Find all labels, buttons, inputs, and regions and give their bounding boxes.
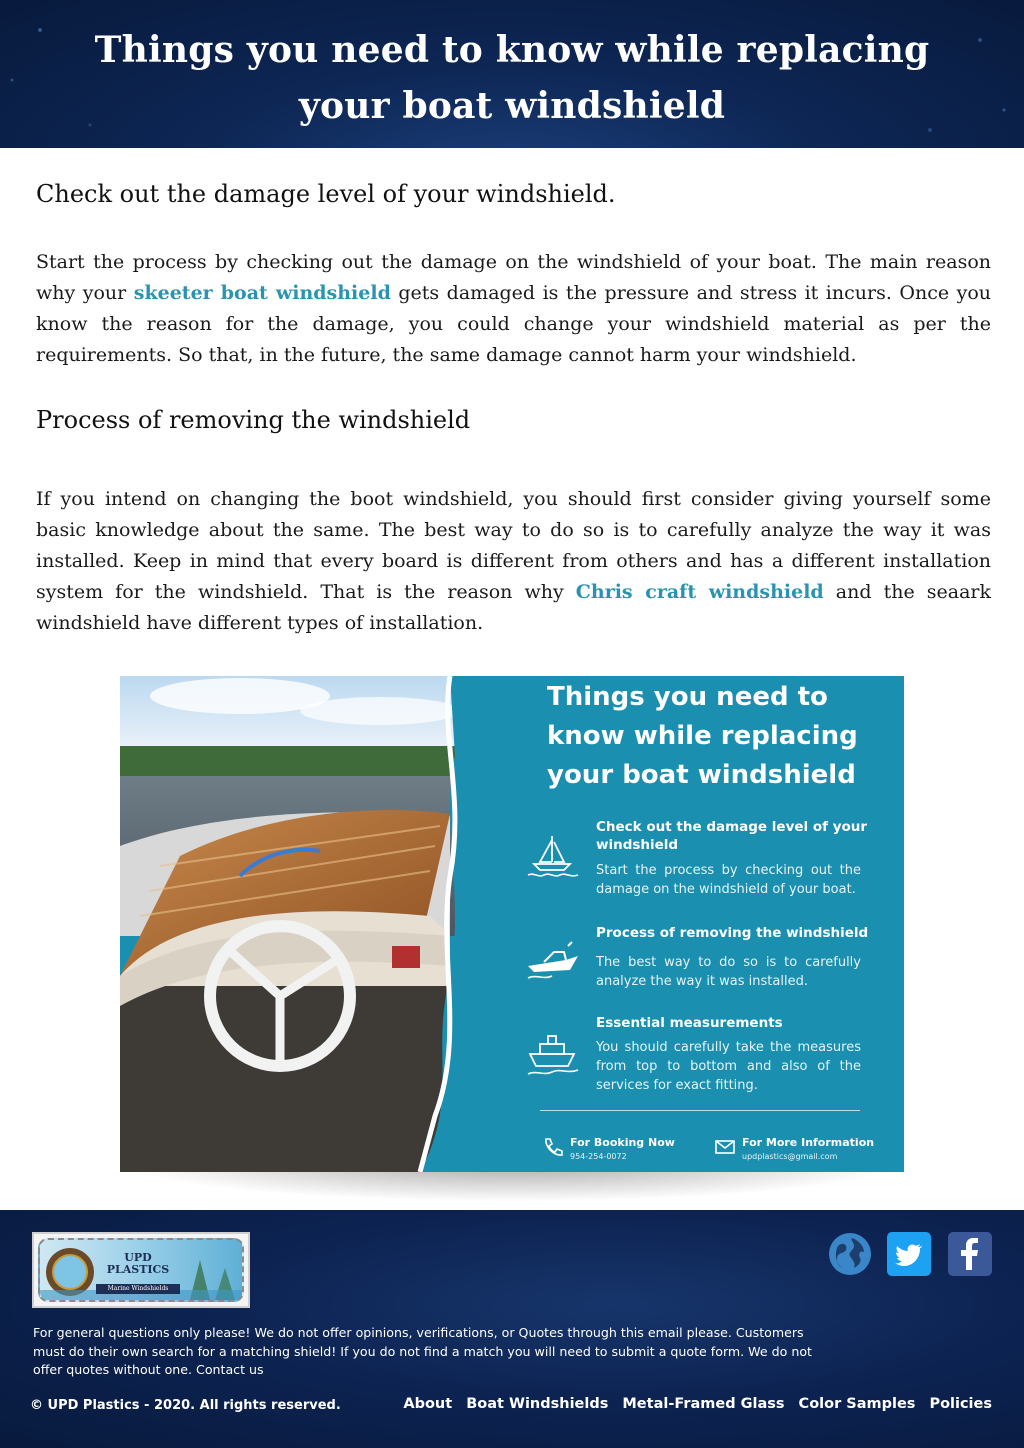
- infographic-item-text: You should carefully take the measures from top to bottom and also of the services for exact fitting.: [596, 1040, 861, 1093]
- sailboat-icon: [524, 832, 582, 878]
- logo-text: UPD PLASTICS: [106, 1251, 170, 1276]
- page-title-line-1: Things you need to know while replacing: [94, 29, 930, 71]
- twitter-icon[interactable]: [887, 1232, 931, 1276]
- infographic-item-title: Process of removing the windshield: [596, 925, 869, 941]
- paragraph-text: Start the process by checking out the damage on the windshield of your boat. The main reason why your: [36, 251, 991, 304]
- footer-nav: [403, 1396, 992, 1412]
- infographic-item-title: Check out the damage level of your windshield: [596, 819, 868, 853]
- section-heading-removing: Process of removing the windshield: [36, 406, 471, 434]
- boat-deck-photo: [120, 676, 500, 1172]
- speedboat-icon: [524, 936, 582, 982]
- footer-link-color-samples[interactable]: Color Samples: [798, 1396, 916, 1412]
- logo-subtitle: Marine Windshields: [96, 1284, 180, 1294]
- globe-icon[interactable]: [828, 1232, 872, 1276]
- booking-label: For Booking Now: [570, 1136, 675, 1149]
- page-header: [0, 0, 1024, 148]
- paragraph-text: and the seaark windshield have different types of installation.: [36, 581, 991, 634]
- booking-phone: 954-254-0072: [570, 1152, 627, 1161]
- ship-icon: [524, 1032, 582, 1078]
- copyright: © UPD Plastics - 2020. All rights reserved.: [30, 1398, 341, 1413]
- chris-craft-windshield-link[interactable]: Chris craft windshield: [575, 581, 824, 603]
- footer-link-policies[interactable]: Policies: [929, 1396, 992, 1412]
- skeeter-windshield-link[interactable]: skeeter boat windshield: [133, 282, 391, 304]
- infographic-divider: [540, 1110, 860, 1111]
- info-email: updplastics@gmail.com: [742, 1152, 838, 1161]
- section-heading-damage: Check out the damage level of your windshield.: [36, 180, 616, 208]
- infographic-image: [120, 676, 904, 1172]
- footer-link-metal-framed-glass[interactable]: Metal-Framed Glass: [622, 1396, 785, 1412]
- infographic-item-text: The best way to do so is to carefully analyze the way it was installed.: [596, 955, 861, 989]
- logo-frame: [38, 1238, 244, 1302]
- upd-plastics-logo[interactable]: [32, 1232, 250, 1308]
- paragraph-text: gets damaged is the pressure and stress it incurs. Once you know the reason for the damage, you could change your windshield material as per the requirements. So that, in the future, the same damage cannot harm your windshield.: [36, 282, 991, 366]
- paragraph-text: If you intend on changing the boot windshield, you should first consider giving yourself some basic knowledge about the same. The best way to do so is to carefully analyze the way it was installed. Keep in mind that every board is different from others and has a different installation system for the windshield. That is the reason why: [36, 488, 991, 603]
- section-paragraph-damage: [36, 247, 991, 371]
- infographic-item-title: Essential measurements: [596, 1015, 783, 1031]
- page-title-line-2: your boat windshield: [298, 85, 726, 127]
- facebook-icon[interactable]: [948, 1232, 992, 1276]
- infographic-title: Things you need to know while replacing your boat windshield: [547, 682, 858, 790]
- info-label: For More Information: [742, 1136, 875, 1149]
- footer-link-about[interactable]: About: [403, 1396, 453, 1412]
- section-paragraph-removing: [36, 484, 991, 639]
- page-footer: [0, 1210, 1024, 1448]
- mail-icon: [714, 1136, 736, 1158]
- infographic-item-text: Start the process by checking out the damage on the windshield of your boat.: [596, 863, 861, 897]
- footer-disclaimer: For general questions only please! We do not offer opinions, verifications, or Quotes through this email please. Customers must do their own search for a matching shield! If you do not find a match you will need to submit a quote form. We do not offer quotes without one. Contact us: [33, 1325, 812, 1377]
- phone-icon: [542, 1136, 564, 1158]
- footer-link-boat-windshields[interactable]: Boat Windshields: [466, 1396, 609, 1412]
- page-title: [0, 22, 1024, 134]
